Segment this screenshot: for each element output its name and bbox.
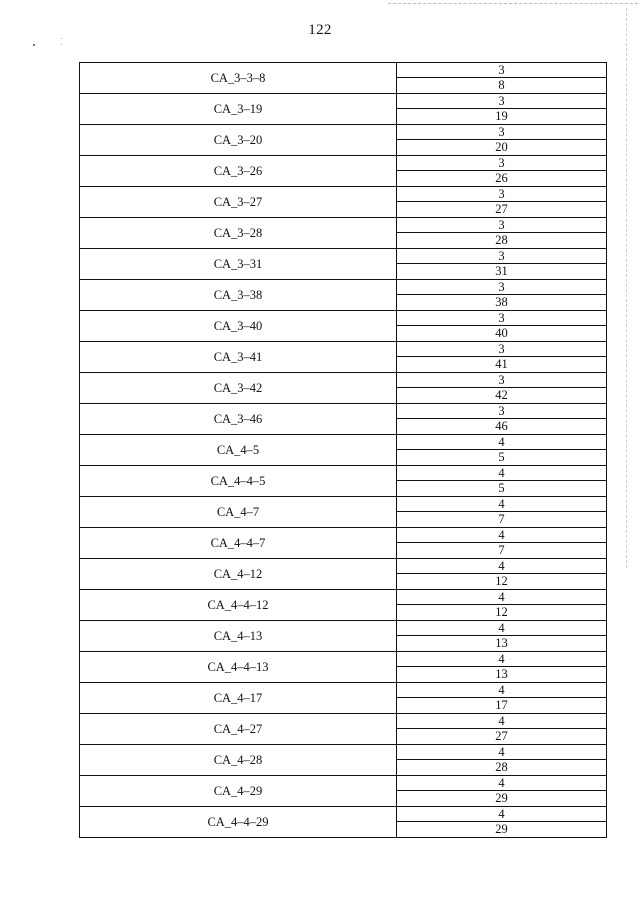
band-combination-code: CA_3–27	[80, 187, 397, 218]
band-lower-value: 12	[397, 574, 607, 590]
band-combination-code: CA_3–26	[80, 156, 397, 187]
table-row	[80, 807, 607, 822]
band-upper-value: 4	[397, 683, 607, 698]
band-combination-code: CA_4–4–5	[80, 466, 397, 497]
band-upper-value: 4	[397, 807, 607, 822]
band-combination-code: CA_4–5	[80, 435, 397, 466]
band-lower-value: 31	[397, 264, 607, 280]
band-upper-value: 3	[397, 373, 607, 388]
band-upper-value: 4	[397, 528, 607, 543]
band-upper-value: 4	[397, 776, 607, 791]
table-body	[80, 63, 607, 838]
band-combination-code: CA_3–3–8	[80, 63, 397, 94]
band-combination-code: CA_3–31	[80, 249, 397, 280]
band-combination-code: CA_4–7	[80, 497, 397, 528]
band-lower-value: 20	[397, 140, 607, 156]
table-row	[80, 187, 607, 202]
band-upper-value: 4	[397, 621, 607, 636]
table-row	[80, 497, 607, 512]
band-lower-value: 5	[397, 481, 607, 497]
band-lower-value: 8	[397, 78, 607, 94]
scan-speck	[33, 44, 35, 46]
band-lower-value: 17	[397, 698, 607, 714]
scan-edge-top	[388, 3, 638, 4]
table-row	[80, 435, 607, 450]
band-combination-code: CA_4–13	[80, 621, 397, 652]
band-upper-value: 4	[397, 466, 607, 481]
table-row	[80, 776, 607, 791]
band-upper-value: 4	[397, 590, 607, 605]
table-row	[80, 156, 607, 171]
band-combination-code: CA_4–17	[80, 683, 397, 714]
band-combination-code: CA_3–42	[80, 373, 397, 404]
table-row	[80, 621, 607, 636]
table-row	[80, 714, 607, 729]
table-row	[80, 652, 607, 667]
band-lower-value: 28	[397, 760, 607, 776]
band-upper-value: 3	[397, 94, 607, 109]
band-combination-code: CA_4–28	[80, 745, 397, 776]
band-upper-value: 3	[397, 156, 607, 171]
scan-edge-right	[626, 8, 627, 568]
band-combination-code: CA_3–41	[80, 342, 397, 373]
band-upper-value: 4	[397, 652, 607, 667]
table-row	[80, 280, 607, 295]
band-upper-value: 3	[397, 63, 607, 78]
band-lower-value: 41	[397, 357, 607, 373]
table-row	[80, 373, 607, 388]
band-upper-value: 3	[397, 311, 607, 326]
band-lower-value: 5	[397, 450, 607, 466]
band-lower-value: 7	[397, 543, 607, 559]
table-row	[80, 528, 607, 543]
band-upper-value: 4	[397, 497, 607, 512]
scan-speck	[61, 44, 62, 45]
table-row	[80, 125, 607, 140]
band-combination-code: CA_3–28	[80, 218, 397, 249]
table-row	[80, 683, 607, 698]
band-upper-value: 3	[397, 249, 607, 264]
table-row	[80, 218, 607, 233]
band-lower-value: 40	[397, 326, 607, 342]
table-row	[80, 63, 607, 78]
band-lower-value: 26	[397, 171, 607, 187]
band-lower-value: 12	[397, 605, 607, 621]
band-lower-value: 27	[397, 202, 607, 218]
band-combination-code: CA_3–40	[80, 311, 397, 342]
band-lower-value: 29	[397, 791, 607, 807]
band-lower-value: 19	[397, 109, 607, 125]
band-lower-value: 13	[397, 667, 607, 683]
band-lower-value: 13	[397, 636, 607, 652]
page-number: 122	[308, 22, 332, 38]
band-upper-value: 4	[397, 714, 607, 729]
band-combination-code: CA_3–46	[80, 404, 397, 435]
band-combination-code: CA_4–12	[80, 559, 397, 590]
band-lower-value: 28	[397, 233, 607, 249]
table-row	[80, 404, 607, 419]
band-lower-value: 46	[397, 419, 607, 435]
band-lower-value: 27	[397, 729, 607, 745]
band-lower-value: 29	[397, 822, 607, 838]
band-lower-value: 42	[397, 388, 607, 404]
band-lower-value: 7	[397, 512, 607, 528]
band-combination-code: CA_4–4–13	[80, 652, 397, 683]
band-upper-value: 3	[397, 280, 607, 295]
band-combination-code: CA_4–4–29	[80, 807, 397, 838]
band-combination-code: CA_4–4–7	[80, 528, 397, 559]
band-lower-value: 38	[397, 295, 607, 311]
band-combination-code: CA_4–4–12	[80, 590, 397, 621]
band-combination-code: CA_4–27	[80, 714, 397, 745]
table-row	[80, 559, 607, 574]
band-combination-table	[79, 62, 607, 838]
band-combination-code: CA_3–38	[80, 280, 397, 311]
band-upper-value: 4	[397, 745, 607, 760]
band-upper-value: 4	[397, 435, 607, 450]
table-row	[80, 466, 607, 481]
table-row	[80, 249, 607, 264]
table-row	[80, 94, 607, 109]
table-row	[80, 745, 607, 760]
band-combination-code: CA_4–29	[80, 776, 397, 807]
band-combination-code: CA_3–19	[80, 94, 397, 125]
band-upper-value: 3	[397, 187, 607, 202]
band-upper-value: 3	[397, 125, 607, 140]
band-upper-value: 4	[397, 559, 607, 574]
band-upper-value: 3	[397, 342, 607, 357]
table-row	[80, 311, 607, 326]
table-row	[80, 342, 607, 357]
table-row	[80, 590, 607, 605]
band-upper-value: 3	[397, 404, 607, 419]
band-combination-code: CA_3–20	[80, 125, 397, 156]
band-upper-value: 3	[397, 218, 607, 233]
